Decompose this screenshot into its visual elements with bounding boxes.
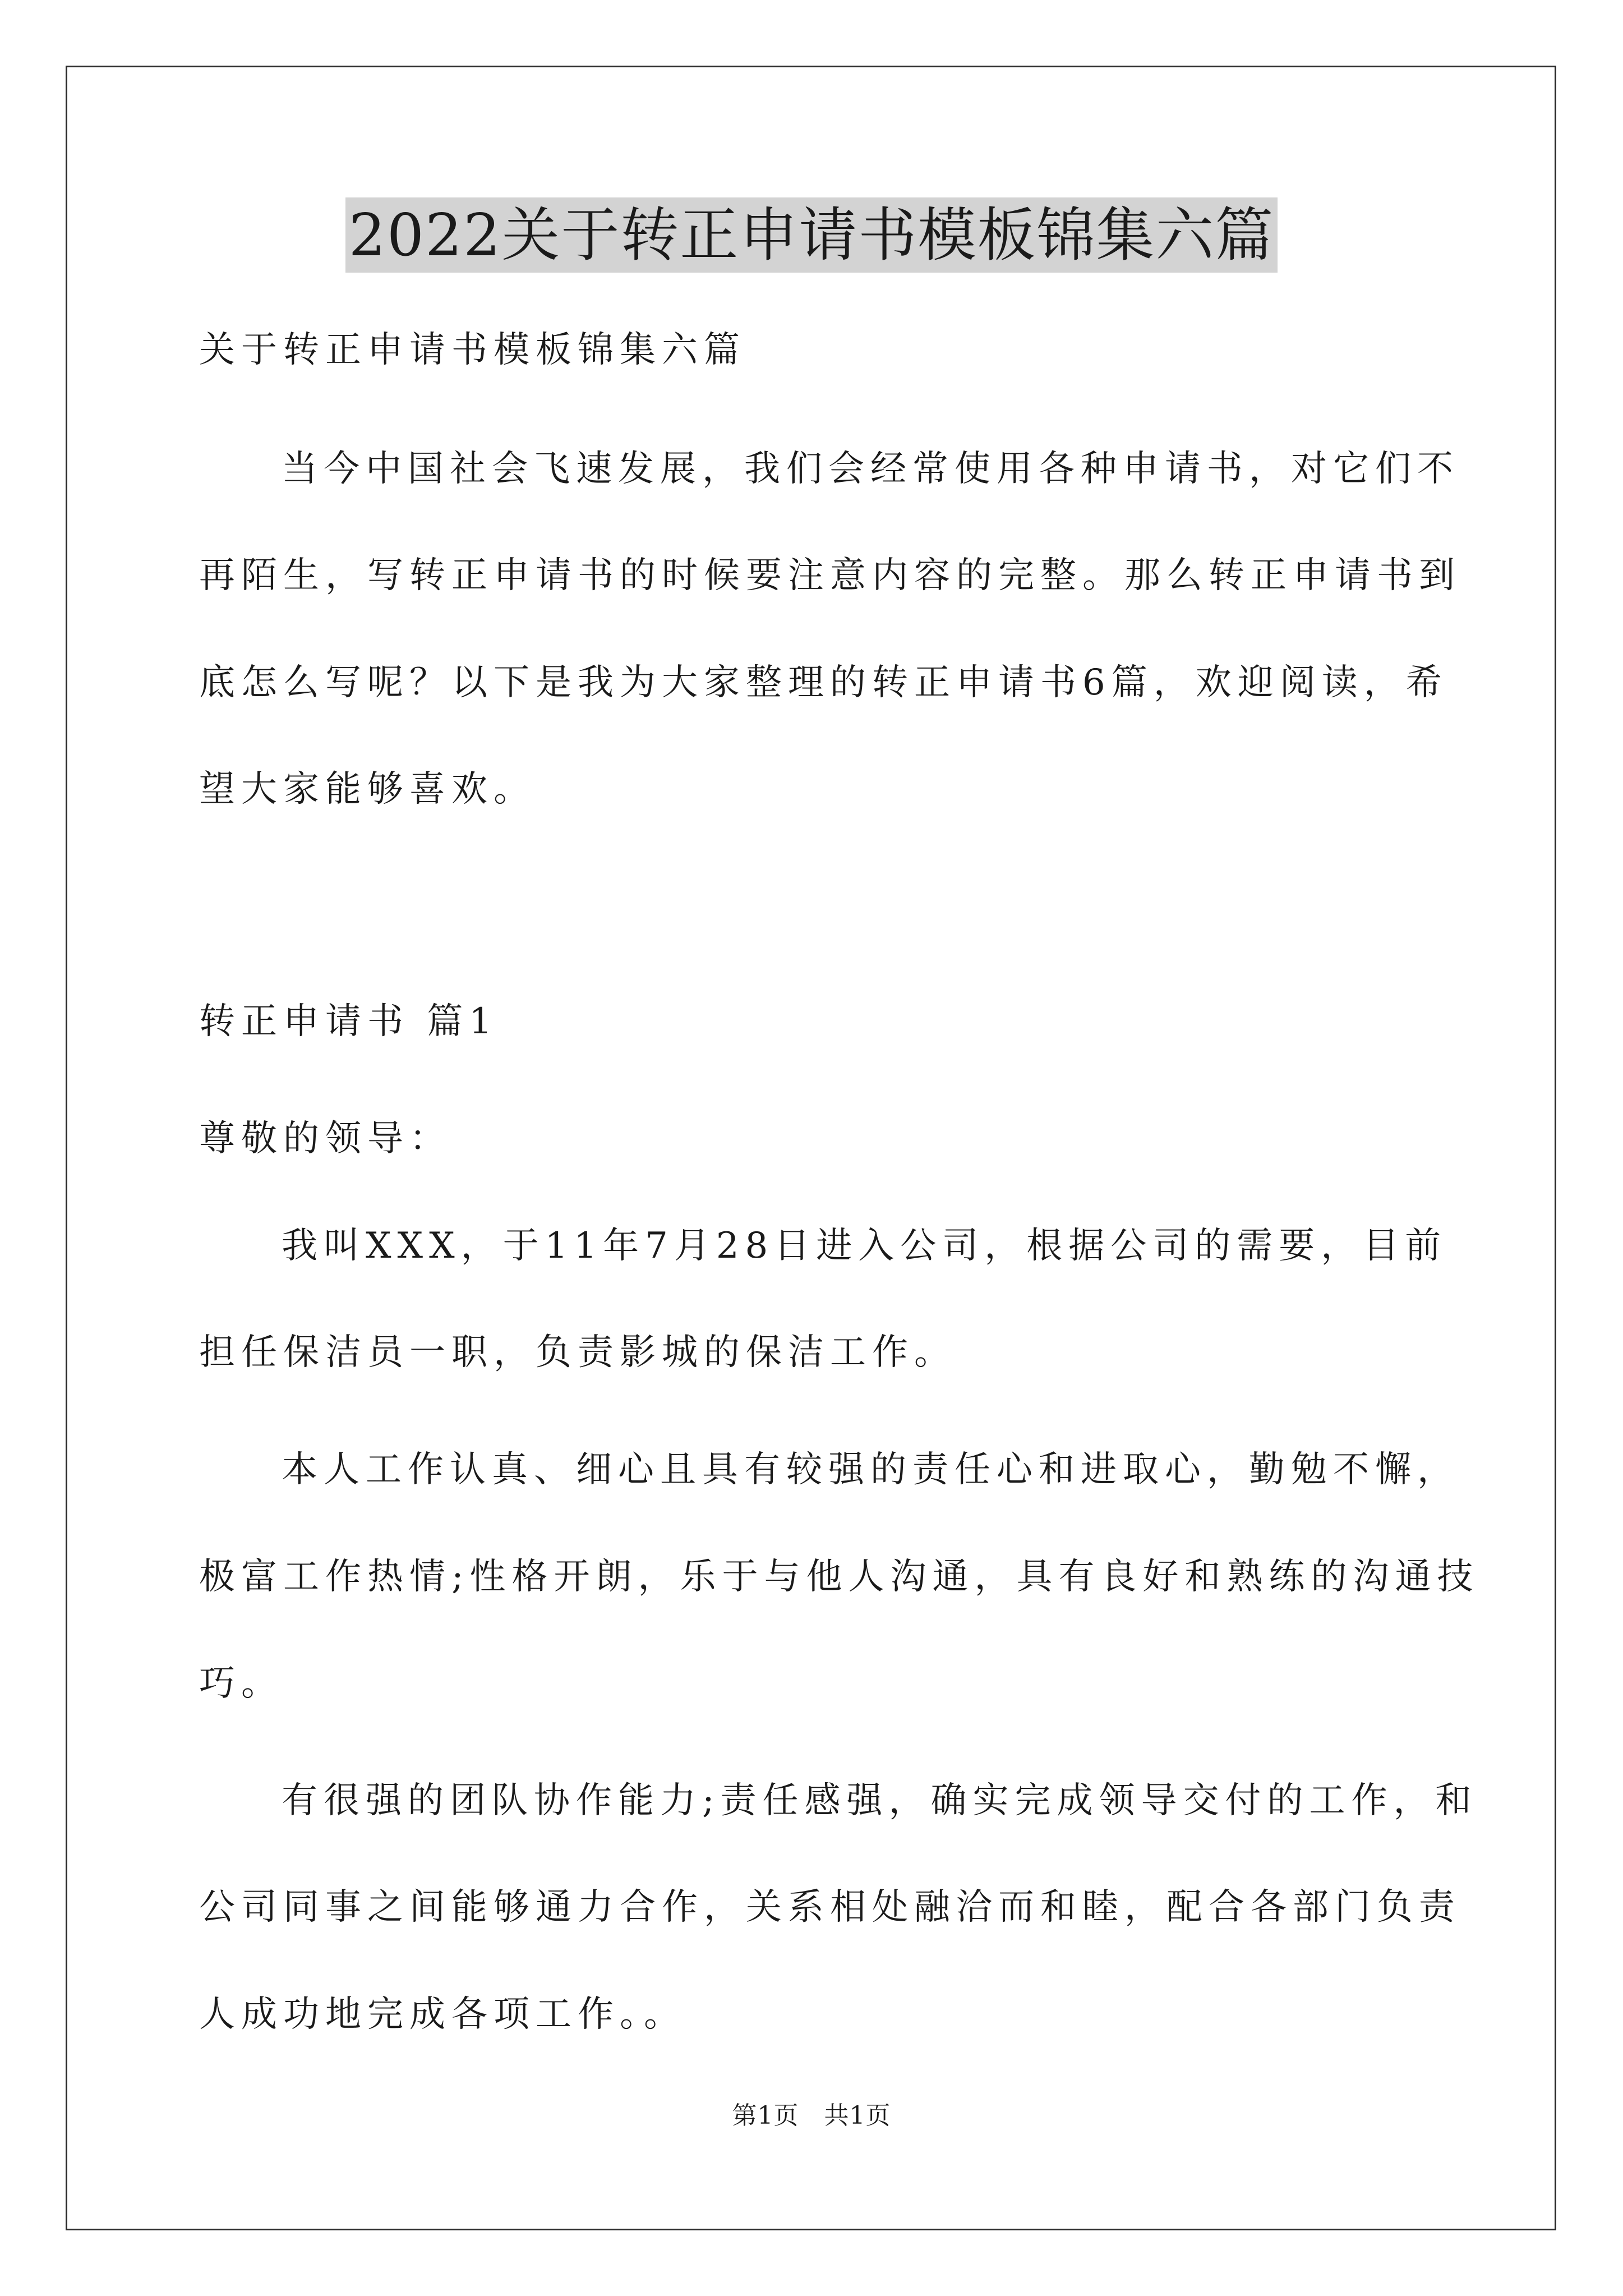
intro-line: 当今中国社会飞速发展，我们会经常使用各种申请书，对它们不 — [282, 448, 1459, 490]
paragraph-line: 巧。 — [199, 1663, 283, 1704]
intro-line: 底怎么写呢？以下是我为大家整理的转正申请书6篇，欢迎阅读，希 — [199, 662, 1448, 703]
document-title: 2022关于转正申请书模板锦集六篇 — [345, 197, 1278, 273]
paragraph-line: 公司同事之间能够通力合作，关系相处融洽而和睦，配合各部门负责 — [199, 1887, 1461, 1928]
paragraph-line: 人成功地完成各项工作。。 — [199, 1994, 686, 2035]
document-subtitle: 关于转正申请书模板锦集六篇 — [199, 329, 746, 371]
intro-line: 再陌生，写转正申请书的时候要注意内容的完整。那么转正申请书到 — [199, 555, 1461, 596]
paragraph-line: 有很强的团队协作能力;责任感强，确实完成领导交付的工作，和 — [282, 1780, 1478, 1821]
paragraph-line: 我叫XXX，于11年7月28日进入公司，根据公司的需要，目前 — [282, 1225, 1447, 1267]
paragraph-line: 担任保洁员一职，负责影城的保洁工作。 — [199, 1332, 956, 1373]
salutation: 尊敬的领导： — [199, 1118, 451, 1159]
intro-line: 望大家能够喜欢。 — [199, 769, 536, 810]
paragraph-line: 本人工作认真、细心且具有较强的责任心和进取心，勤勉不懈， — [282, 1449, 1459, 1490]
title-container — [0, 197, 1623, 273]
section-heading: 转正申请书 篇1 — [199, 1001, 499, 1042]
page-footer: 第1页 共1页 — [732, 2101, 891, 2130]
paragraph-line: 极富工作热情;性格开朗，乐于与他人沟通，具有良好和熟练的沟通技 — [199, 1556, 1479, 1598]
